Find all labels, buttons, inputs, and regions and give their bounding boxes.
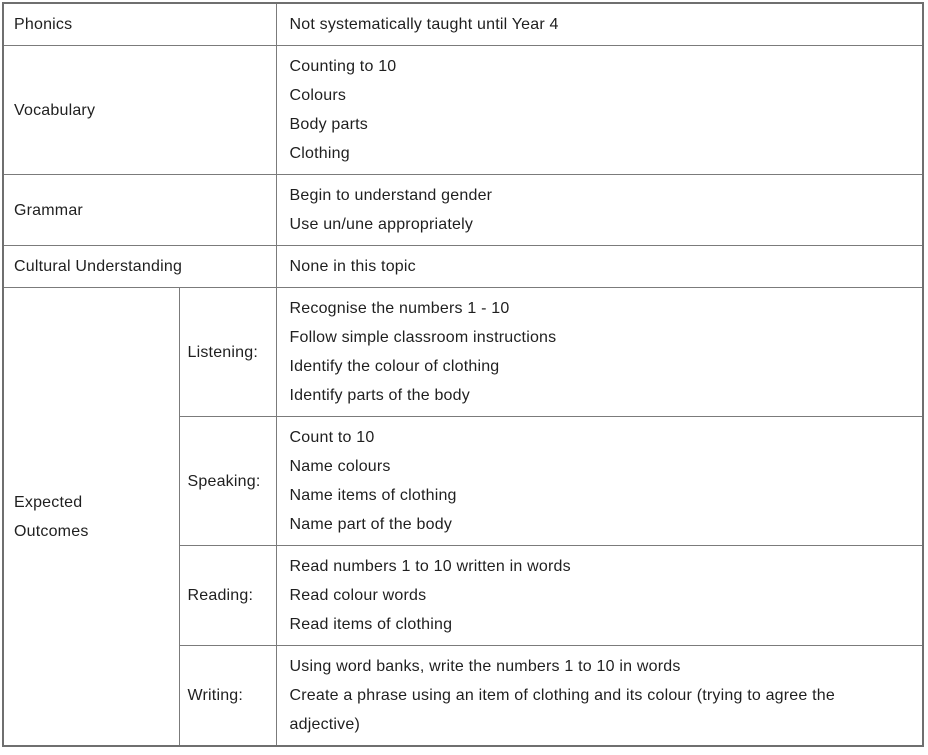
row-label-cultural-understanding [3, 246, 276, 288]
skill-label-listening [179, 288, 276, 417]
content-line: Colours [289, 87, 347, 104]
row-label-text: Phonics [14, 16, 73, 33]
row-label-text: Expected Outcomes [14, 493, 89, 540]
skill-label-speaking [179, 417, 276, 546]
table-row-cultural-understanding [3, 246, 923, 288]
content-line: Counting to 10 [289, 58, 397, 75]
content-line: Read items of clothing [289, 616, 453, 633]
skill-label-text: Speaking: [187, 472, 261, 490]
content-line: Read numbers 1 to 10 written in words [289, 558, 571, 575]
row-content-listening [276, 288, 923, 417]
row-content-writing [276, 646, 923, 747]
row-label-text: Grammar [14, 201, 83, 219]
table-row-grammar [3, 175, 923, 246]
content-line: Identify parts of the body [289, 387, 470, 404]
row-label-text: Cultural Understanding [14, 258, 183, 275]
row-content-phonics [276, 3, 923, 46]
content-line: Create a phrase using an item of clothing and its colour (trying to agree the adjective) [289, 687, 835, 733]
skill-label-reading [179, 546, 276, 646]
content-line: Not systematically taught until Year 4 [289, 16, 559, 33]
row-label-expected-outcomes [3, 288, 179, 747]
row-label-phonics [3, 3, 276, 46]
table-row-phonics [3, 3, 923, 46]
table-row-vocabulary [3, 46, 923, 175]
content-line: Use un/une appropriately [289, 216, 474, 233]
content-line: None in this topic [289, 258, 416, 275]
content-line: Name items of clothing [289, 487, 457, 504]
curriculum-table [2, 2, 924, 747]
row-content-speaking [276, 417, 923, 546]
content-line: Body parts [289, 116, 368, 133]
content-line: Recognise the numbers 1 - 10 [289, 300, 510, 317]
row-label-vocabulary [3, 46, 276, 175]
content-line: Clothing [289, 145, 350, 162]
skill-label-text: Writing: [187, 687, 244, 704]
row-label-grammar [3, 175, 276, 246]
content-line: Using word banks, write the numbers 1 to 10 in words [289, 658, 681, 675]
content-line: Name part of the body [289, 516, 453, 533]
content-line: Name colours [289, 458, 391, 475]
content-line: Identify the colour of clothing [289, 358, 500, 375]
skill-label-text: Listening: [187, 343, 258, 361]
skill-label-writing [179, 646, 276, 747]
content-line: Follow simple classroom instructions [289, 329, 557, 346]
table-row-expected-outcomes-listening [3, 288, 923, 417]
content-line: Read colour words [289, 587, 427, 604]
row-label-text: Vocabulary [14, 101, 96, 119]
row-content-reading [276, 546, 923, 646]
row-content-cultural-understanding [276, 246, 923, 288]
skill-label-text: Reading: [187, 587, 254, 604]
row-content-vocabulary [276, 46, 923, 175]
row-content-grammar [276, 175, 923, 246]
content-line: Begin to understand gender [289, 187, 493, 204]
content-line: Count to 10 [289, 429, 375, 446]
